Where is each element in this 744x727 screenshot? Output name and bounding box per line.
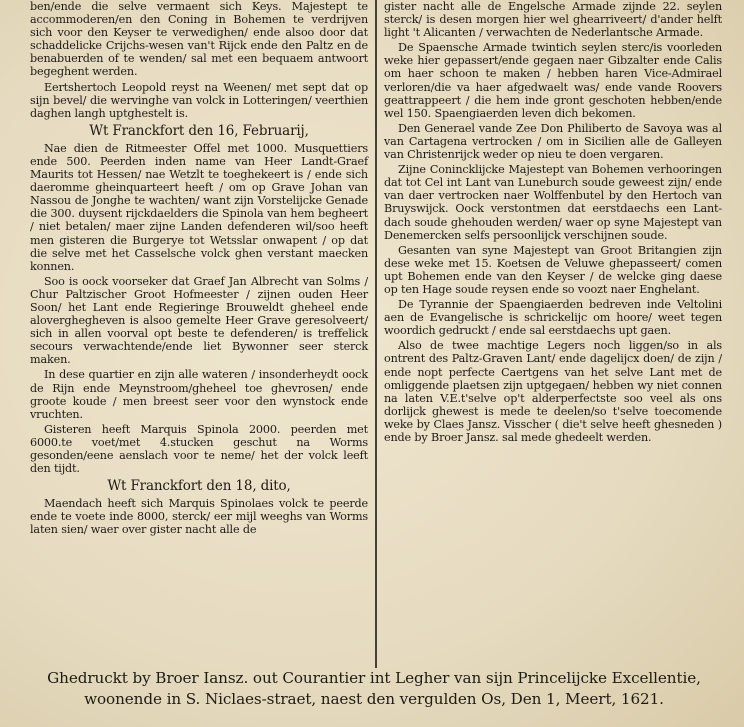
paragraph-quartier: In dese quartier en zijn alle wateren / insonderheydt oock de Rijn ende Meynstroom/gheheel toe ghevrosen/ ende groote koude / men breest seer voor den wynstock ende vruchten. — [30, 368, 368, 421]
paragraph-generael: Den Generael vande Zee Don Philiberto de Savoya was al van Cartagena vertrocken / om in Sicilien alle de Galleyen van Christenrijck weder op nieu te doen vergaren. — [384, 121, 722, 162]
left-column — [30, 0, 368, 660]
right-column — [384, 0, 722, 660]
paragraph-leopold: Eertshertoch Leopold reyst na Weenen/ met sept dat op sijn bevel/ die wervinghe van volck in Lotteringen/ veerthien daghen langh uptghestelt is. — [30, 80, 368, 120]
paragraph-spaensche-armade: De Spaensche Armade twintich seylen sterc/is voorleden weke hier gepassert/ende gegaen naer Gibzalter ende Calis om haer schoon te maken / hebben haren Vice-Admirael verloren/die va haer afgedwaelt was/ ende vande Roovers geattrappeert / die hem inde gront geschoten hebben/ende wel 150. Spaengiaerden leven dich bekomen. — [384, 41, 722, 120]
paragraph-gesanten: Gesanten van syne Majestept van Groot Britangien zijn dese weke met 15. Koetsen de Veluwe ghepasseert/ comen upt Bohemen ende van den Keyser / de welcke ging daese op ten Hage soude reysen ende so voozt naer Enghelant. — [384, 243, 722, 296]
dateline-franckfort-18: Wt Franckfort den 18, dito, — [107, 478, 291, 495]
paragraph-solms: Soo is oock voorseker dat Graef Jan Albrecht van Solms / Chur Paltzischer Groot Hofmeester / zijnen ouden Heer Soon/ het Lant ende Regieringe Brouweldt gheheel ende aloverghegheven is alsoo gemelte Heer Grave geresolveert/ sich in allen voorval opt beste te defenderen/ is treffelick secours verwachtende/ende liet Bywonner seer sterck maken. — [30, 274, 368, 367]
paragraph-offel: Nae dien de Ritmeester Offel met 1000. Musquettiers ende 500. Peerden inden name van Heer Landt-Graef Maurits tot Hessen/ nae Wetzlt te toeghekeert is / ende sich daeromme gheinquarteert heeft / om op Grave Johan van Nassou de Jonghe te wachten/ want zijn Vorstelijcke Genade die 300. duysent rijckdaelders die Spinola van hem begheert / niet betalen/ maer zijne Landen defenderen wil/soo heeft men gisteren die Burgerye tot Wetsslar onwapent / op dat die selve met het Casselsche volck ghen verstant maecken konnen. — [30, 141, 368, 273]
imprint-line-2: woonende in S. Niclaes-straet, naest den vergulden Os, Den 1, Meert, 1621. — [84, 690, 664, 708]
printer-imprint — [24, 668, 724, 710]
paragraph-engelsche-armade: gister nacht alle de Engelsche Armade zijnde 22. seylen sterck/ is desen morgen hier wel ghearriveert/ d'ander helft light 't Alicanten / verwachten de Nederlantsche Armade. — [384, 0, 722, 40]
dateline-franckfort-16: Wt Franckfort den 16, Februarij, — [89, 122, 309, 139]
paragraph-maendach: Maendach heeft sich Marquis Spinolaes volck te peerde ende te voete inde 8000, sterck/ eer mijl weeghs van Worms laten sien/ waer over gister nacht alle de — [30, 497, 368, 537]
paragraph-gisteren: Gisteren heeft Marquis Spinola 2000. peerden met 6000.te voet/met 4.stucken geschut na Worms gesonden/eene aenslach voor te neme/ het der volck leeft den tijdt. — [30, 422, 368, 476]
column-divider — [375, 0, 377, 668]
paragraph-continuation: ben/ende die selve vermaent sich Keys. Majestept te accommoderen/en den Coning in Bohemen te verdrijven sich voor den Keyser te verwedighen/ ende alsoo door dat schaddelicke Crijchs-wesen van't Rijck ende den Paltz en de benabuerden of te wenden/ sal met een bequaem antwoort begeghent werden. — [30, 0, 368, 79]
paragraph-tyrannie: De Tyrannie der Spaengiaerden bedreven inde Veltolini aen de Evangelische is schrickelijc om hoore/ weet tegen woordich gedruckt / ende sal eerstdaechs upt gaen. — [384, 298, 722, 338]
paragraph-coninck-bohemen: Zijne Conincklijcke Majestept van Bohemen verhooringen dat tot Cel int Lant van Luneburch soude geweest zijn/ ende van daer vertrocken naer Wolffenbutel by den Hertoch van Bruyswijck. Oock verstontmen dat eerstdaechs een Lant-dach soude ghehouden werden/ waer op syne Majestept van Denemercken selfs persoonlijck verschijnen soude. — [384, 163, 722, 242]
paragraph-legers: Also de twee machtige Legers noch liggen/so in als ontrent des Paltz-Graven Lant/ ende dagelijcx doen/ de zijn / ende nopt perfecte Caertgens van het selve Lant met de omliggende plaetsen zijn uptgegaen/ hebben wy niet connen na laten V.E.t'selve op't alderperfectste soo veel als ons dorlijck ghewest is mede te deelen/so t'selve toecomende weke by Claes Jansz. Visscher ( die't selve heeft ghesneden ) ende by Broer Jansz. sal mede ghedeelt werden. — [384, 339, 722, 444]
imprint-line-1: Ghedruckt by Broer Iansz. out Courantier int Legher van sijn Princelijcke Excellentie, — [47, 669, 701, 687]
